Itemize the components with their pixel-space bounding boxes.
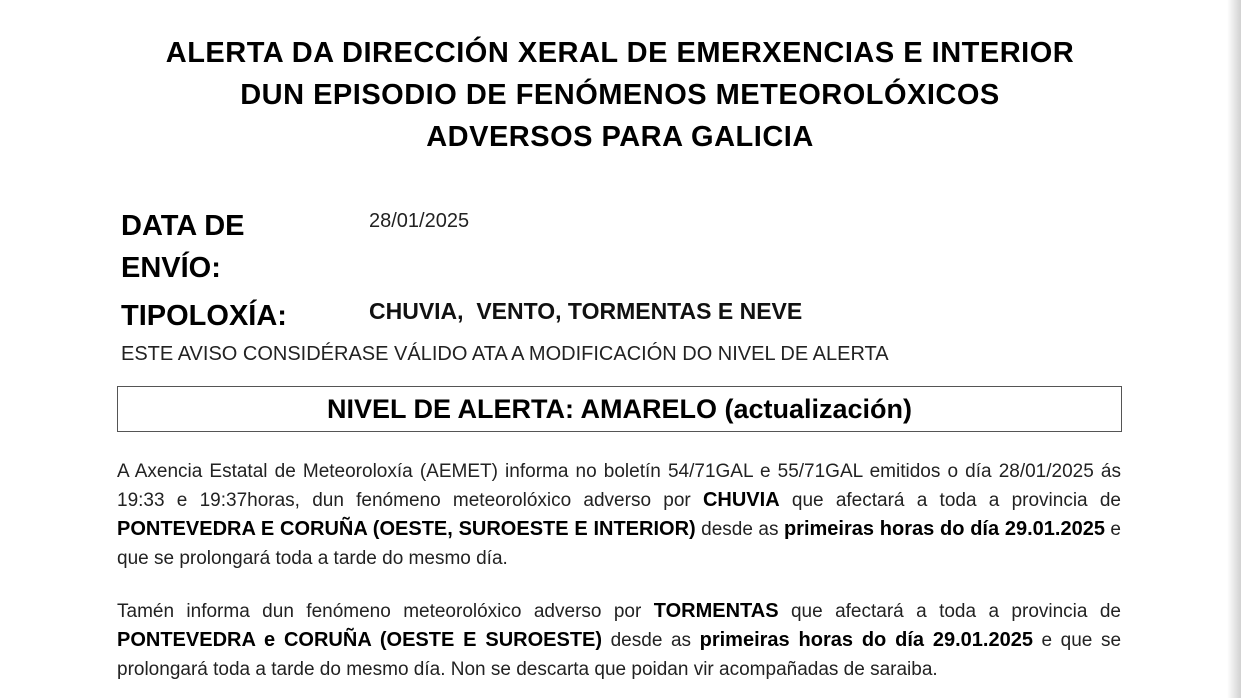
validity-note: ESTE AVISO CONSIDÉRASE VÁLIDO ATA A MODIFICACIÓN DO NIVEL DE ALERTA: [121, 343, 889, 365]
p1-text-3: desde as: [695, 519, 784, 540]
p2-text-4: e que se prolongará toda a tarde do mesmo día. Non se descarta que poidan vir acompañadas de saraiba.: [117, 630, 1122, 680]
title-line-2: DUN EPISODIO DE FENÓMENOS METEOROLÓXICOS: [240, 79, 1000, 111]
document-title: [110, 32, 1130, 158]
typology-value: CHUVIA, VENTO, TORMENTAS E NEVE: [369, 298, 803, 324]
p1-bold-2: PONTEVEDRA E CORUÑA (OESTE, SUROESTE E INTERIOR): [117, 518, 696, 540]
p1-text-1: A Axencia Estatal de Meteoroloxía (AEMET) informa no boletín 54/71GAL e 55/71GAL emitidos o día 28/01/2025 ás 19:33 e 19:37horas, dun fenómeno meteorolóxico adverso por: [117, 461, 1121, 511]
send-date-label-1: DATA DE: [121, 210, 245, 242]
p2-bold-3: primeiras horas do día 29.01.2025: [699, 629, 1033, 651]
alert-level-text: NIVEL DE ALERTA: AMARELO (actualización): [326, 394, 913, 424]
p2-text-1: Tamén informa dun fenómeno meteorolóxico adverso por: [117, 601, 654, 622]
p1-bold-3: primeiras horas do día 29.01.2025: [783, 518, 1105, 540]
p1-text-4: e que se prolongará toda a tarde do mesmo día.: [117, 519, 1122, 569]
title-line-1: ALERTA DA DIRECCIÓN XERAL DE EMERXENCIAS E INTERIOR: [165, 37, 1075, 69]
p2-bold-2: PONTEVEDRA e CORUÑA (OESTE E SUROESTE): [117, 629, 603, 651]
title-line-3: ADVERSOS PARA GALICIA: [426, 121, 814, 153]
alert-level-box: [117, 386, 1122, 432]
p2-text-3: desde as: [602, 630, 700, 651]
send-date-label-2: ENVÍO:: [121, 252, 221, 284]
p1-bold-1: CHUVIA: [702, 489, 780, 511]
p1-text-2: que afectará a toda a provincia de: [779, 490, 1121, 511]
send-date-value: 28/01/2025: [369, 210, 470, 232]
p2-text-2: que afectará a toda a provincia de: [778, 601, 1122, 622]
typology-label: TIPOLOXÍA:: [121, 300, 287, 332]
p2-bold-1: TORMENTAS: [653, 600, 779, 622]
page-edge-shadow: [1227, 0, 1241, 698]
paragraph-storms: [117, 597, 1121, 684]
paragraph-rain: [117, 457, 1121, 573]
